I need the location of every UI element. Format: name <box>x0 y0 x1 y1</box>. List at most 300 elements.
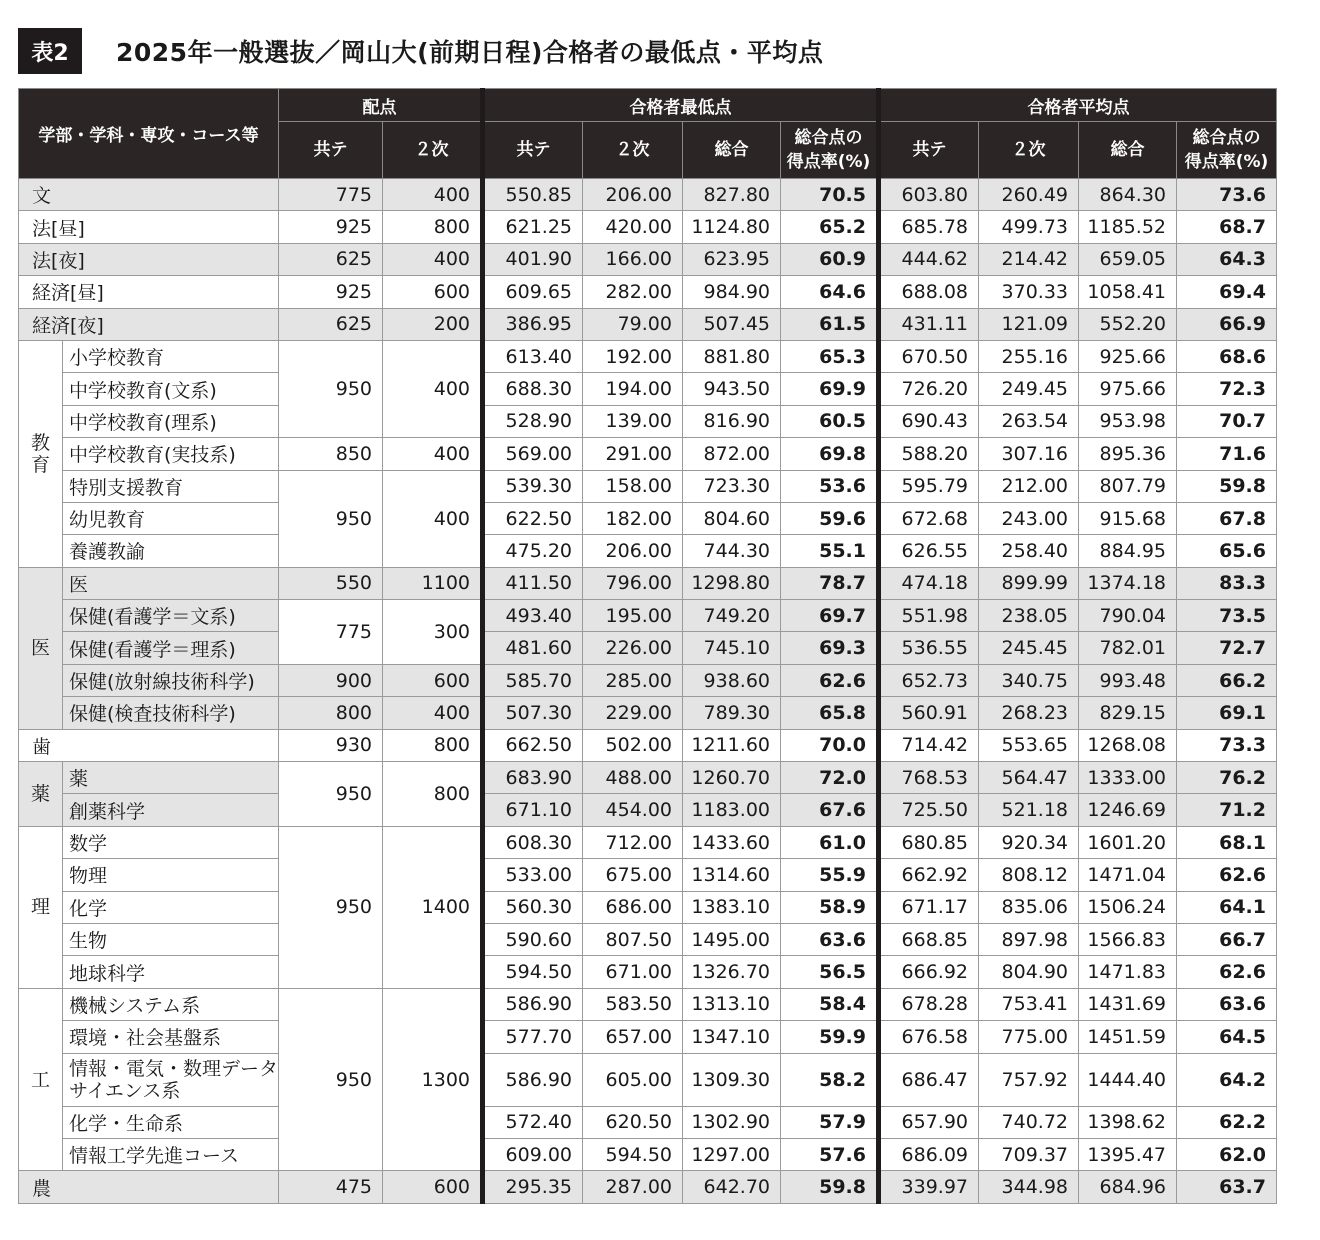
avg-niji: 899.99 <box>979 567 1079 599</box>
min-rate: 58.2 <box>781 1053 879 1106</box>
min-niji: 282.00 <box>583 276 683 308</box>
avg-niji: 897.98 <box>979 923 1079 955</box>
avg-sogo: 1431.69 <box>1079 988 1177 1020</box>
row-label: 薬 <box>63 762 279 794</box>
row-label: 中学校教育(実技系) <box>63 438 279 470</box>
table-row <box>19 1171 1277 1203</box>
min-niji: 195.00 <box>583 600 683 632</box>
row-label: 医 <box>63 567 279 599</box>
avg-niji: 344.98 <box>979 1171 1079 1203</box>
min-rate: 60.9 <box>781 243 879 275</box>
row-label: 情報工学先進コース <box>63 1138 279 1170</box>
min-niji: 291.00 <box>583 438 683 470</box>
min-kyote: 507.30 <box>483 697 583 729</box>
avg-rate: 59.8 <box>1177 470 1277 502</box>
table-row <box>19 632 1277 664</box>
min-sogo: 623.95 <box>683 243 781 275</box>
min-kyote: 386.95 <box>483 308 583 340</box>
min-sogo: 1124.80 <box>683 211 781 243</box>
avg-sogo: 925.66 <box>1079 340 1177 372</box>
group-cell <box>19 567 63 729</box>
avg-sogo: 915.68 <box>1079 502 1177 534</box>
avg-sogo: 659.05 <box>1079 243 1177 275</box>
min-kyote: 662.50 <box>483 729 583 761</box>
avg-sogo: 684.96 <box>1079 1171 1177 1203</box>
table-row <box>19 276 1277 308</box>
min-kyote: 621.25 <box>483 211 583 243</box>
min-rate: 67.6 <box>781 794 879 826</box>
min-rate: 59.8 <box>781 1171 879 1203</box>
avg-sogo: 1333.00 <box>1079 762 1177 794</box>
avg-rate: 73.6 <box>1177 179 1277 211</box>
min-kyote: 609.00 <box>483 1138 583 1170</box>
row-label: 物理 <box>63 859 279 891</box>
group-cell <box>19 340 63 567</box>
table-row <box>19 988 1277 1020</box>
avg-sogo: 1601.20 <box>1079 826 1177 858</box>
row-label: 環境・社会基盤系 <box>63 1021 279 1053</box>
min-kyote: 411.50 <box>483 567 583 599</box>
min-rate: 55.1 <box>781 535 879 567</box>
avg-rate: 62.6 <box>1177 859 1277 891</box>
avg-rate: 64.1 <box>1177 891 1277 923</box>
table-row <box>19 891 1277 923</box>
min-sogo: 816.90 <box>683 405 781 437</box>
avg-sogo: 1451.59 <box>1079 1021 1177 1053</box>
min-rate: 61.0 <box>781 826 879 858</box>
avg-niji: 753.41 <box>979 988 1079 1020</box>
avg-kyote: 536.55 <box>879 632 979 664</box>
min-niji: 229.00 <box>583 697 683 729</box>
avg-sogo: 1398.62 <box>1079 1106 1177 1138</box>
header-min: 合格者最低点 <box>483 89 879 122</box>
avg-niji: 249.45 <box>979 373 1079 405</box>
table-row <box>19 535 1277 567</box>
avg-sogo: 1185.52 <box>1079 211 1177 243</box>
row-label: 経済[昼] <box>19 276 279 308</box>
min-niji: 583.50 <box>583 988 683 1020</box>
avg-sogo: 975.66 <box>1079 373 1177 405</box>
min-sogo: 1298.80 <box>683 567 781 599</box>
min-sogo: 749.20 <box>683 600 781 632</box>
min-rate: 62.6 <box>781 664 879 696</box>
table-row <box>19 438 1277 470</box>
avg-kyote: 725.50 <box>879 794 979 826</box>
min-kyote: 609.65 <box>483 276 583 308</box>
row-label <box>63 1053 279 1106</box>
avg-niji: 808.12 <box>979 859 1079 891</box>
avg-sogo: 552.20 <box>1079 308 1177 340</box>
avg-rate: 65.6 <box>1177 535 1277 567</box>
avg-niji: 775.00 <box>979 1021 1079 1053</box>
haiten-kyote: 925 <box>279 276 383 308</box>
row-label: 法[昼] <box>19 211 279 243</box>
header-min-rate: 総合点の 得点率(%) <box>781 122 879 179</box>
table-row <box>19 373 1277 405</box>
row-label: 保健(看護学＝理系) <box>63 632 279 664</box>
group-label: 薬 <box>30 782 50 805</box>
page-title: 2025年一般選抜／岡山大(前期日程)合格者の最低点・平均点 <box>116 38 824 67</box>
min-niji: 194.00 <box>583 373 683 405</box>
avg-rate: 73.3 <box>1177 729 1277 761</box>
avg-rate: 68.7 <box>1177 211 1277 243</box>
haiten-niji: 600 <box>383 276 483 308</box>
avg-rate: 69.4 <box>1177 276 1277 308</box>
row-label: 文 <box>19 179 279 211</box>
min-niji: 488.00 <box>583 762 683 794</box>
haiten-niji: 400 <box>383 438 483 470</box>
avg-sogo: 807.79 <box>1079 470 1177 502</box>
haiten-kyote: 950 <box>279 762 383 827</box>
table-row <box>19 794 1277 826</box>
min-sogo: 745.10 <box>683 632 781 664</box>
table-row <box>19 1138 1277 1170</box>
min-rate: 69.9 <box>781 373 879 405</box>
min-rate: 61.5 <box>781 308 879 340</box>
avg-rate: 62.0 <box>1177 1138 1277 1170</box>
avg-kyote: 680.85 <box>879 826 979 858</box>
avg-niji: 268.23 <box>979 697 1079 729</box>
header-avg-kyote: 共テ <box>879 122 979 179</box>
table-row <box>19 1053 1277 1106</box>
min-rate: 53.6 <box>781 470 879 502</box>
min-rate: 65.8 <box>781 697 879 729</box>
table-row <box>19 211 1277 243</box>
avg-niji: 709.37 <box>979 1138 1079 1170</box>
min-niji: 420.00 <box>583 211 683 243</box>
avg-sogo: 895.36 <box>1079 438 1177 470</box>
avg-kyote: 588.20 <box>879 438 979 470</box>
group-label: 教育 <box>30 431 50 476</box>
haiten-kyote: 900 <box>279 664 383 696</box>
min-rate: 59.6 <box>781 502 879 534</box>
avg-kyote: 339.97 <box>879 1171 979 1203</box>
row-label: 農 <box>19 1171 279 1203</box>
avg-rate: 68.1 <box>1177 826 1277 858</box>
avg-rate: 72.3 <box>1177 373 1277 405</box>
avg-niji: 245.45 <box>979 632 1079 664</box>
min-kyote: 586.90 <box>483 1053 583 1106</box>
header-min-sogo: 総合 <box>683 122 781 179</box>
row-label: 地球科学 <box>63 956 279 988</box>
row-label: 養護教諭 <box>63 535 279 567</box>
row-label: 保健(看護学＝文系) <box>63 600 279 632</box>
avg-kyote: 444.62 <box>879 243 979 275</box>
row-label: 機械システム系 <box>63 988 279 1020</box>
avg-sogo: 1395.47 <box>1079 1138 1177 1170</box>
avg-niji: 521.18 <box>979 794 1079 826</box>
avg-niji: 243.00 <box>979 502 1079 534</box>
min-kyote: 569.00 <box>483 438 583 470</box>
min-kyote: 688.30 <box>483 373 583 405</box>
haiten-kyote: 925 <box>279 211 383 243</box>
row-label: 保健(放射線技術科学) <box>63 664 279 696</box>
haiten-niji: 400 <box>383 697 483 729</box>
table-body <box>19 179 1277 1204</box>
min-niji: 807.50 <box>583 923 683 955</box>
min-kyote: 590.60 <box>483 923 583 955</box>
haiten-kyote: 550 <box>279 567 383 599</box>
header-avg: 合格者平均点 <box>879 89 1277 122</box>
min-rate: 65.2 <box>781 211 879 243</box>
min-kyote: 295.35 <box>483 1171 583 1203</box>
avg-niji: 255.16 <box>979 340 1079 372</box>
avg-kyote: 626.55 <box>879 535 979 567</box>
avg-niji: 214.42 <box>979 243 1079 275</box>
min-kyote: 577.70 <box>483 1021 583 1053</box>
haiten-kyote: 775 <box>279 600 383 665</box>
avg-sogo: 782.01 <box>1079 632 1177 664</box>
avg-kyote: 662.92 <box>879 859 979 891</box>
avg-rate: 64.2 <box>1177 1053 1277 1106</box>
avg-sogo: 1246.69 <box>1079 794 1177 826</box>
avg-kyote: 670.50 <box>879 340 979 372</box>
avg-sogo: 829.15 <box>1079 697 1177 729</box>
min-sogo: 1183.00 <box>683 794 781 826</box>
score-table <box>18 88 1277 1204</box>
avg-rate: 66.2 <box>1177 664 1277 696</box>
avg-sogo: 953.98 <box>1079 405 1177 437</box>
avg-rate: 71.6 <box>1177 438 1277 470</box>
min-niji: 182.00 <box>583 502 683 534</box>
min-sogo: 744.30 <box>683 535 781 567</box>
header-dept: 学部・学科・専攻・コース等 <box>19 89 279 179</box>
haiten-niji: 400 <box>383 179 483 211</box>
haiten-niji: 800 <box>383 211 483 243</box>
avg-sogo: 864.30 <box>1079 179 1177 211</box>
min-niji: 671.00 <box>583 956 683 988</box>
haiten-kyote: 625 <box>279 308 383 340</box>
avg-niji: 307.16 <box>979 438 1079 470</box>
table-row <box>19 405 1277 437</box>
min-kyote: 608.30 <box>483 826 583 858</box>
avg-sogo: 1444.40 <box>1079 1053 1177 1106</box>
min-rate: 69.8 <box>781 438 879 470</box>
header-avg-rate: 総合点の 得点率(%) <box>1177 122 1277 179</box>
min-niji: 605.00 <box>583 1053 683 1106</box>
table-row <box>19 729 1277 761</box>
min-sogo: 1313.10 <box>683 988 781 1020</box>
avg-niji: 340.75 <box>979 664 1079 696</box>
avg-rate: 63.6 <box>1177 988 1277 1020</box>
table-row <box>19 859 1277 891</box>
haiten-niji: 300 <box>383 600 483 665</box>
avg-kyote: 431.11 <box>879 308 979 340</box>
min-kyote: 539.30 <box>483 470 583 502</box>
row-label: 化学・生命系 <box>63 1106 279 1138</box>
min-niji: 675.00 <box>583 859 683 891</box>
min-rate: 64.6 <box>781 276 879 308</box>
avg-kyote: 676.58 <box>879 1021 979 1053</box>
table-row <box>19 502 1277 534</box>
row-label: 中学校教育(理系) <box>63 405 279 437</box>
min-niji: 620.50 <box>583 1106 683 1138</box>
min-kyote: 572.40 <box>483 1106 583 1138</box>
min-sogo: 943.50 <box>683 373 781 405</box>
haiten-kyote: 475 <box>279 1171 383 1203</box>
haiten-niji: 1300 <box>383 988 483 1171</box>
header-haiten-niji: ２次 <box>383 122 483 179</box>
table-row <box>19 243 1277 275</box>
avg-niji: 835.06 <box>979 891 1079 923</box>
table-row <box>19 340 1277 372</box>
row-label: 特別支援教育 <box>63 470 279 502</box>
haiten-kyote: 850 <box>279 438 383 470</box>
min-kyote: 550.85 <box>483 179 583 211</box>
min-niji: 502.00 <box>583 729 683 761</box>
row-label: 創薬科学 <box>63 794 279 826</box>
min-sogo: 1211.60 <box>683 729 781 761</box>
min-sogo: 723.30 <box>683 470 781 502</box>
min-rate: 59.9 <box>781 1021 879 1053</box>
min-sogo: 827.80 <box>683 179 781 211</box>
min-rate: 72.0 <box>781 762 879 794</box>
min-kyote: 493.40 <box>483 600 583 632</box>
avg-niji: 804.90 <box>979 956 1079 988</box>
header-avg-sogo: 総合 <box>1079 122 1177 179</box>
avg-sogo: 1268.08 <box>1079 729 1177 761</box>
haiten-kyote: 950 <box>279 340 383 437</box>
min-sogo: 1260.70 <box>683 762 781 794</box>
row-label-line1: 情報・電気・数理データ <box>69 1057 279 1080</box>
haiten-niji: 1400 <box>383 826 483 988</box>
avg-kyote: 686.09 <box>879 1138 979 1170</box>
table-row <box>19 762 1277 794</box>
avg-rate: 66.9 <box>1177 308 1277 340</box>
row-label: 幼児教育 <box>63 502 279 534</box>
avg-kyote: 688.08 <box>879 276 979 308</box>
avg-rate: 72.7 <box>1177 632 1277 664</box>
min-sogo: 1326.70 <box>683 956 781 988</box>
avg-kyote: 668.85 <box>879 923 979 955</box>
header-haiten-kyote: 共テ <box>279 122 383 179</box>
avg-niji: 238.05 <box>979 600 1079 632</box>
min-sogo: 984.90 <box>683 276 781 308</box>
row-label: 化学 <box>63 891 279 923</box>
haiten-kyote: 775 <box>279 179 383 211</box>
min-kyote: 585.70 <box>483 664 583 696</box>
haiten-niji: 400 <box>383 470 483 567</box>
row-label: 生物 <box>63 923 279 955</box>
min-sogo: 938.60 <box>683 664 781 696</box>
haiten-niji: 400 <box>383 340 483 437</box>
haiten-niji: 600 <box>383 1171 483 1203</box>
avg-rate: 73.5 <box>1177 600 1277 632</box>
min-sogo: 1433.60 <box>683 826 781 858</box>
row-label: 中学校教育(文系) <box>63 373 279 405</box>
table-row <box>19 308 1277 340</box>
table-row <box>19 1021 1277 1053</box>
title-row <box>18 28 823 74</box>
avg-sogo: 1471.83 <box>1079 956 1177 988</box>
haiten-niji: 200 <box>383 308 483 340</box>
min-niji: 686.00 <box>583 891 683 923</box>
avg-niji: 553.65 <box>979 729 1079 761</box>
avg-niji: 263.54 <box>979 405 1079 437</box>
min-sogo: 1495.00 <box>683 923 781 955</box>
min-kyote: 683.90 <box>483 762 583 794</box>
avg-sogo: 1506.24 <box>1079 891 1177 923</box>
min-niji: 657.00 <box>583 1021 683 1053</box>
min-rate: 78.7 <box>781 567 879 599</box>
avg-niji: 260.49 <box>979 179 1079 211</box>
avg-niji: 258.40 <box>979 535 1079 567</box>
avg-kyote: 652.73 <box>879 664 979 696</box>
table-row <box>19 179 1277 211</box>
haiten-kyote: 625 <box>279 243 383 275</box>
avg-kyote: 603.80 <box>879 179 979 211</box>
haiten-niji: 800 <box>383 729 483 761</box>
header-min-kyote: 共テ <box>483 122 583 179</box>
min-rate: 56.5 <box>781 956 879 988</box>
table-row <box>19 600 1277 632</box>
group-cell <box>19 762 63 827</box>
avg-niji: 370.33 <box>979 276 1079 308</box>
group-label: 工 <box>30 1068 50 1091</box>
haiten-niji: 1100 <box>383 567 483 599</box>
row-label: 経済[夜] <box>19 308 279 340</box>
avg-kyote: 726.20 <box>879 373 979 405</box>
avg-kyote: 672.68 <box>879 502 979 534</box>
min-kyote: 533.00 <box>483 859 583 891</box>
avg-rate: 67.8 <box>1177 502 1277 534</box>
min-niji: 192.00 <box>583 340 683 372</box>
avg-rate: 68.6 <box>1177 340 1277 372</box>
min-kyote: 481.60 <box>483 632 583 664</box>
avg-rate: 71.2 <box>1177 794 1277 826</box>
min-sogo: 881.80 <box>683 340 781 372</box>
avg-sogo: 1058.41 <box>1079 276 1177 308</box>
avg-niji: 740.72 <box>979 1106 1079 1138</box>
table-tag: 表2 <box>18 28 82 74</box>
avg-kyote: 551.98 <box>879 600 979 632</box>
min-kyote: 586.90 <box>483 988 583 1020</box>
avg-kyote: 560.91 <box>879 697 979 729</box>
min-kyote: 622.50 <box>483 502 583 534</box>
avg-sogo: 993.48 <box>1079 664 1177 696</box>
table-row <box>19 697 1277 729</box>
table-row <box>19 567 1277 599</box>
min-rate: 58.9 <box>781 891 879 923</box>
min-sogo: 1309.30 <box>683 1053 781 1106</box>
avg-rate: 64.3 <box>1177 243 1277 275</box>
avg-kyote: 678.28 <box>879 988 979 1020</box>
min-niji: 454.00 <box>583 794 683 826</box>
min-rate: 57.6 <box>781 1138 879 1170</box>
min-kyote: 401.90 <box>483 243 583 275</box>
min-niji: 712.00 <box>583 826 683 858</box>
table-row <box>19 470 1277 502</box>
row-label: 歯 <box>19 729 279 761</box>
min-sogo: 1347.10 <box>683 1021 781 1053</box>
avg-kyote: 666.92 <box>879 956 979 988</box>
avg-sogo: 884.95 <box>1079 535 1177 567</box>
table-row <box>19 956 1277 988</box>
min-sogo: 1383.10 <box>683 891 781 923</box>
min-niji: 158.00 <box>583 470 683 502</box>
min-rate: 57.9 <box>781 1106 879 1138</box>
avg-kyote: 595.79 <box>879 470 979 502</box>
avg-rate: 69.1 <box>1177 697 1277 729</box>
min-rate: 69.3 <box>781 632 879 664</box>
min-rate: 58.4 <box>781 988 879 1020</box>
min-sogo: 1302.90 <box>683 1106 781 1138</box>
table-row <box>19 1106 1277 1138</box>
avg-kyote: 657.90 <box>879 1106 979 1138</box>
haiten-niji: 400 <box>383 243 483 275</box>
group-label: 医 <box>30 637 50 660</box>
min-sogo: 507.45 <box>683 308 781 340</box>
